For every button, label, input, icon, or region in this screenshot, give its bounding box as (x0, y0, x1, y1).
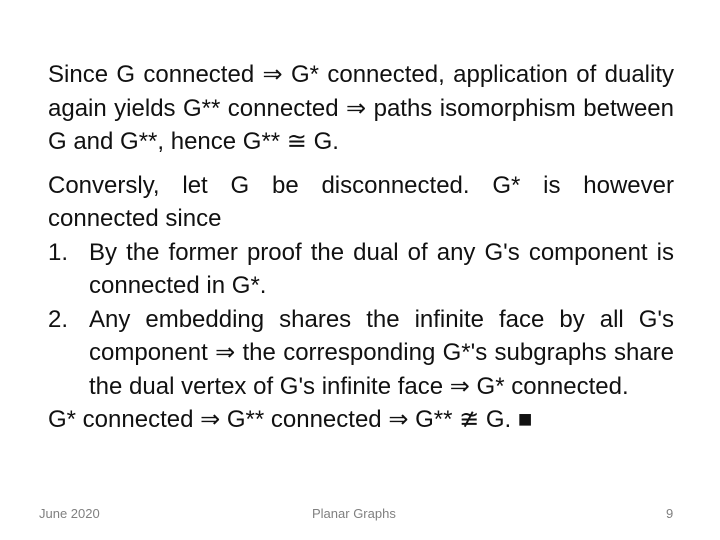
proof-item (48, 236, 674, 303)
proof-item-text: Any embedding shares the infinite face by all G's component ⇒ the corresponding G*'s subgraphs share the dual vertex of G's infinite face ⇒ G* connected. (89, 305, 674, 400)
paragraph-converse (48, 169, 674, 437)
footer-title: Planar Graphs (312, 506, 396, 521)
conclusion-line: G* connected ⇒ G** connected ⇒ G** ≇ G. ■ (48, 406, 533, 433)
paragraph-connected-implies: Since G connected ⇒ G* connected, application of duality again yields G** connected ⇒ paths isomorphism between G and G**, hence G** ≅ G. (48, 61, 674, 155)
slide-body (48, 58, 674, 437)
proof-item (48, 303, 674, 404)
proof-list (48, 236, 674, 404)
proof-item-text: By the former proof the dual of any G's component is connected in G*. (89, 238, 674, 299)
converse-intro: Conversly, let G be disconnected. G* is however connected since (48, 171, 674, 232)
footer-date: June 2020 (39, 506, 100, 521)
footer-page-number: 9 (666, 506, 674, 521)
proof-item-number: 2. (48, 305, 69, 333)
proof-item-number: 1. (48, 238, 69, 266)
